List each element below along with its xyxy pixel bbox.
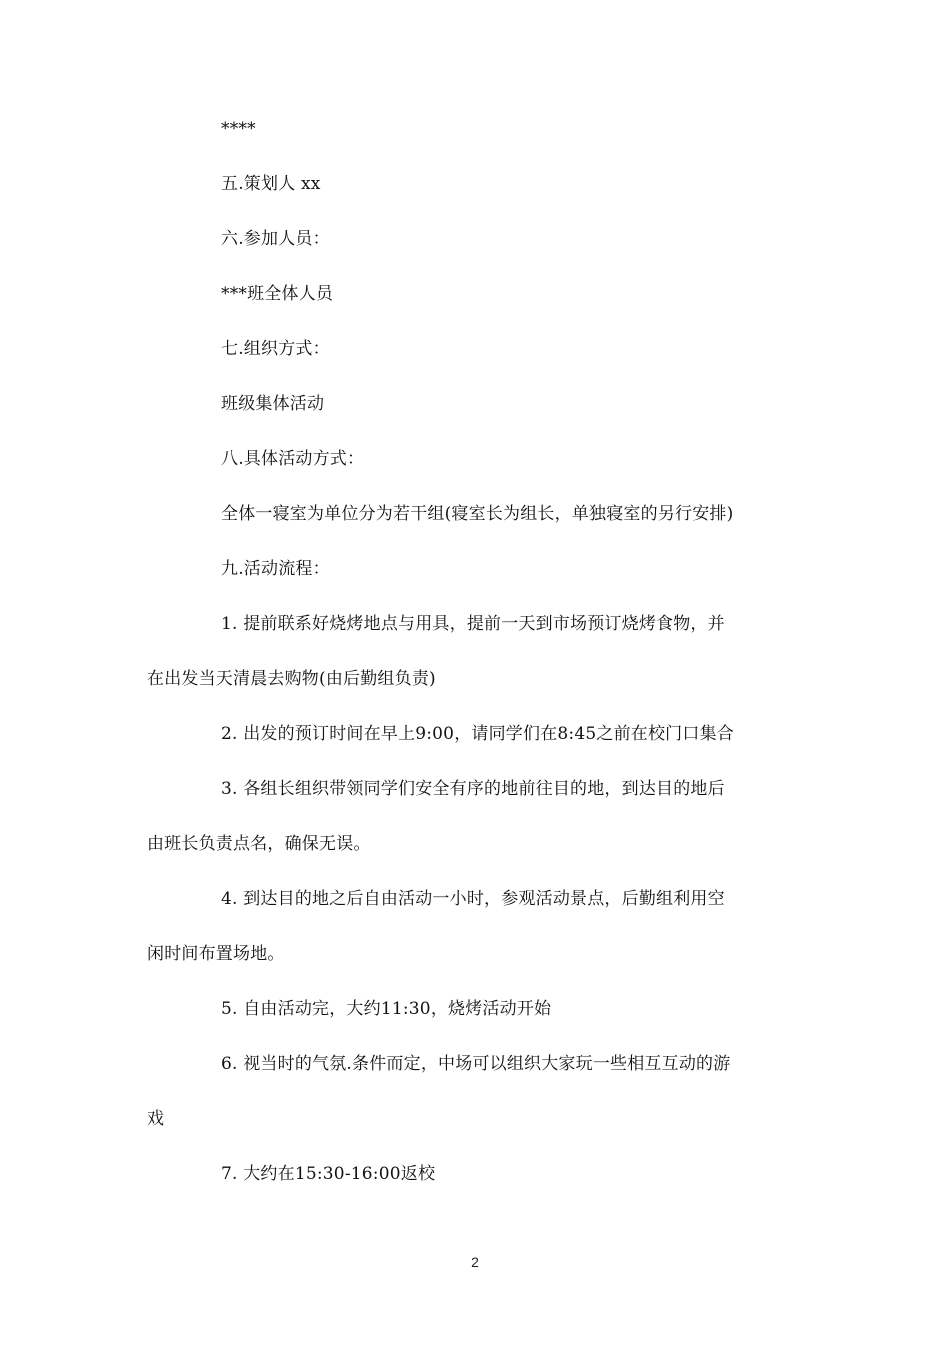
text-organization: 班级集体活动 [221,394,325,414]
text-participants: ***班全体人员 [221,284,334,304]
step-5: 5. 自由活动完，大约11:30，烧烤活动开始 [221,999,552,1019]
text-activity-method: 全体一寝室为单位分为若干组(寝室长为组长，单独寝室的另行安排) [221,504,734,524]
step-6-line-1: 6. 视当时的气氛.条件而定，中场可以组织大家玩一些相互互动的游 [221,1054,731,1074]
step-1-line-2: 在出发当天清晨去购物(由后勤组负责) [147,669,436,689]
heading-activity-flow: 九.活动流程： [221,559,330,579]
step-2: 2. 出发的预订时间在早上9:00，请同学们在8:45之前在校门口集合 [221,724,734,744]
page-number: 2 [471,1254,479,1270]
step-4-line-1: 4. 到达目的地之后自由活动一小时，参观活动景点，后勤组利用空 [221,889,725,909]
text-line-stars: **** [221,119,256,139]
step-3-line-2: 由班长负责点名，确保无误。 [147,834,371,854]
step-6-line-2: 戏 [147,1109,165,1129]
step-1-line-1: 1. 提前联系好烧烤地点与用具，提前一天到市场预订烧烤食物，并 [221,614,725,634]
step-7: 7. 大约在15:30-16:00返校 [221,1164,436,1184]
step-4-line-2: 闲时间布置场地。 [147,944,285,964]
heading-planner: 五.策划人 xx [221,174,321,194]
heading-organization: 七.组织方式： [221,339,330,359]
step-3-line-1: 3. 各组长组织带领同学们安全有序的地前往目的地，到达目的地后 [221,779,725,799]
heading-participants: 六.参加人员： [221,229,330,249]
heading-activity-method: 八.具体活动方式： [221,449,365,469]
